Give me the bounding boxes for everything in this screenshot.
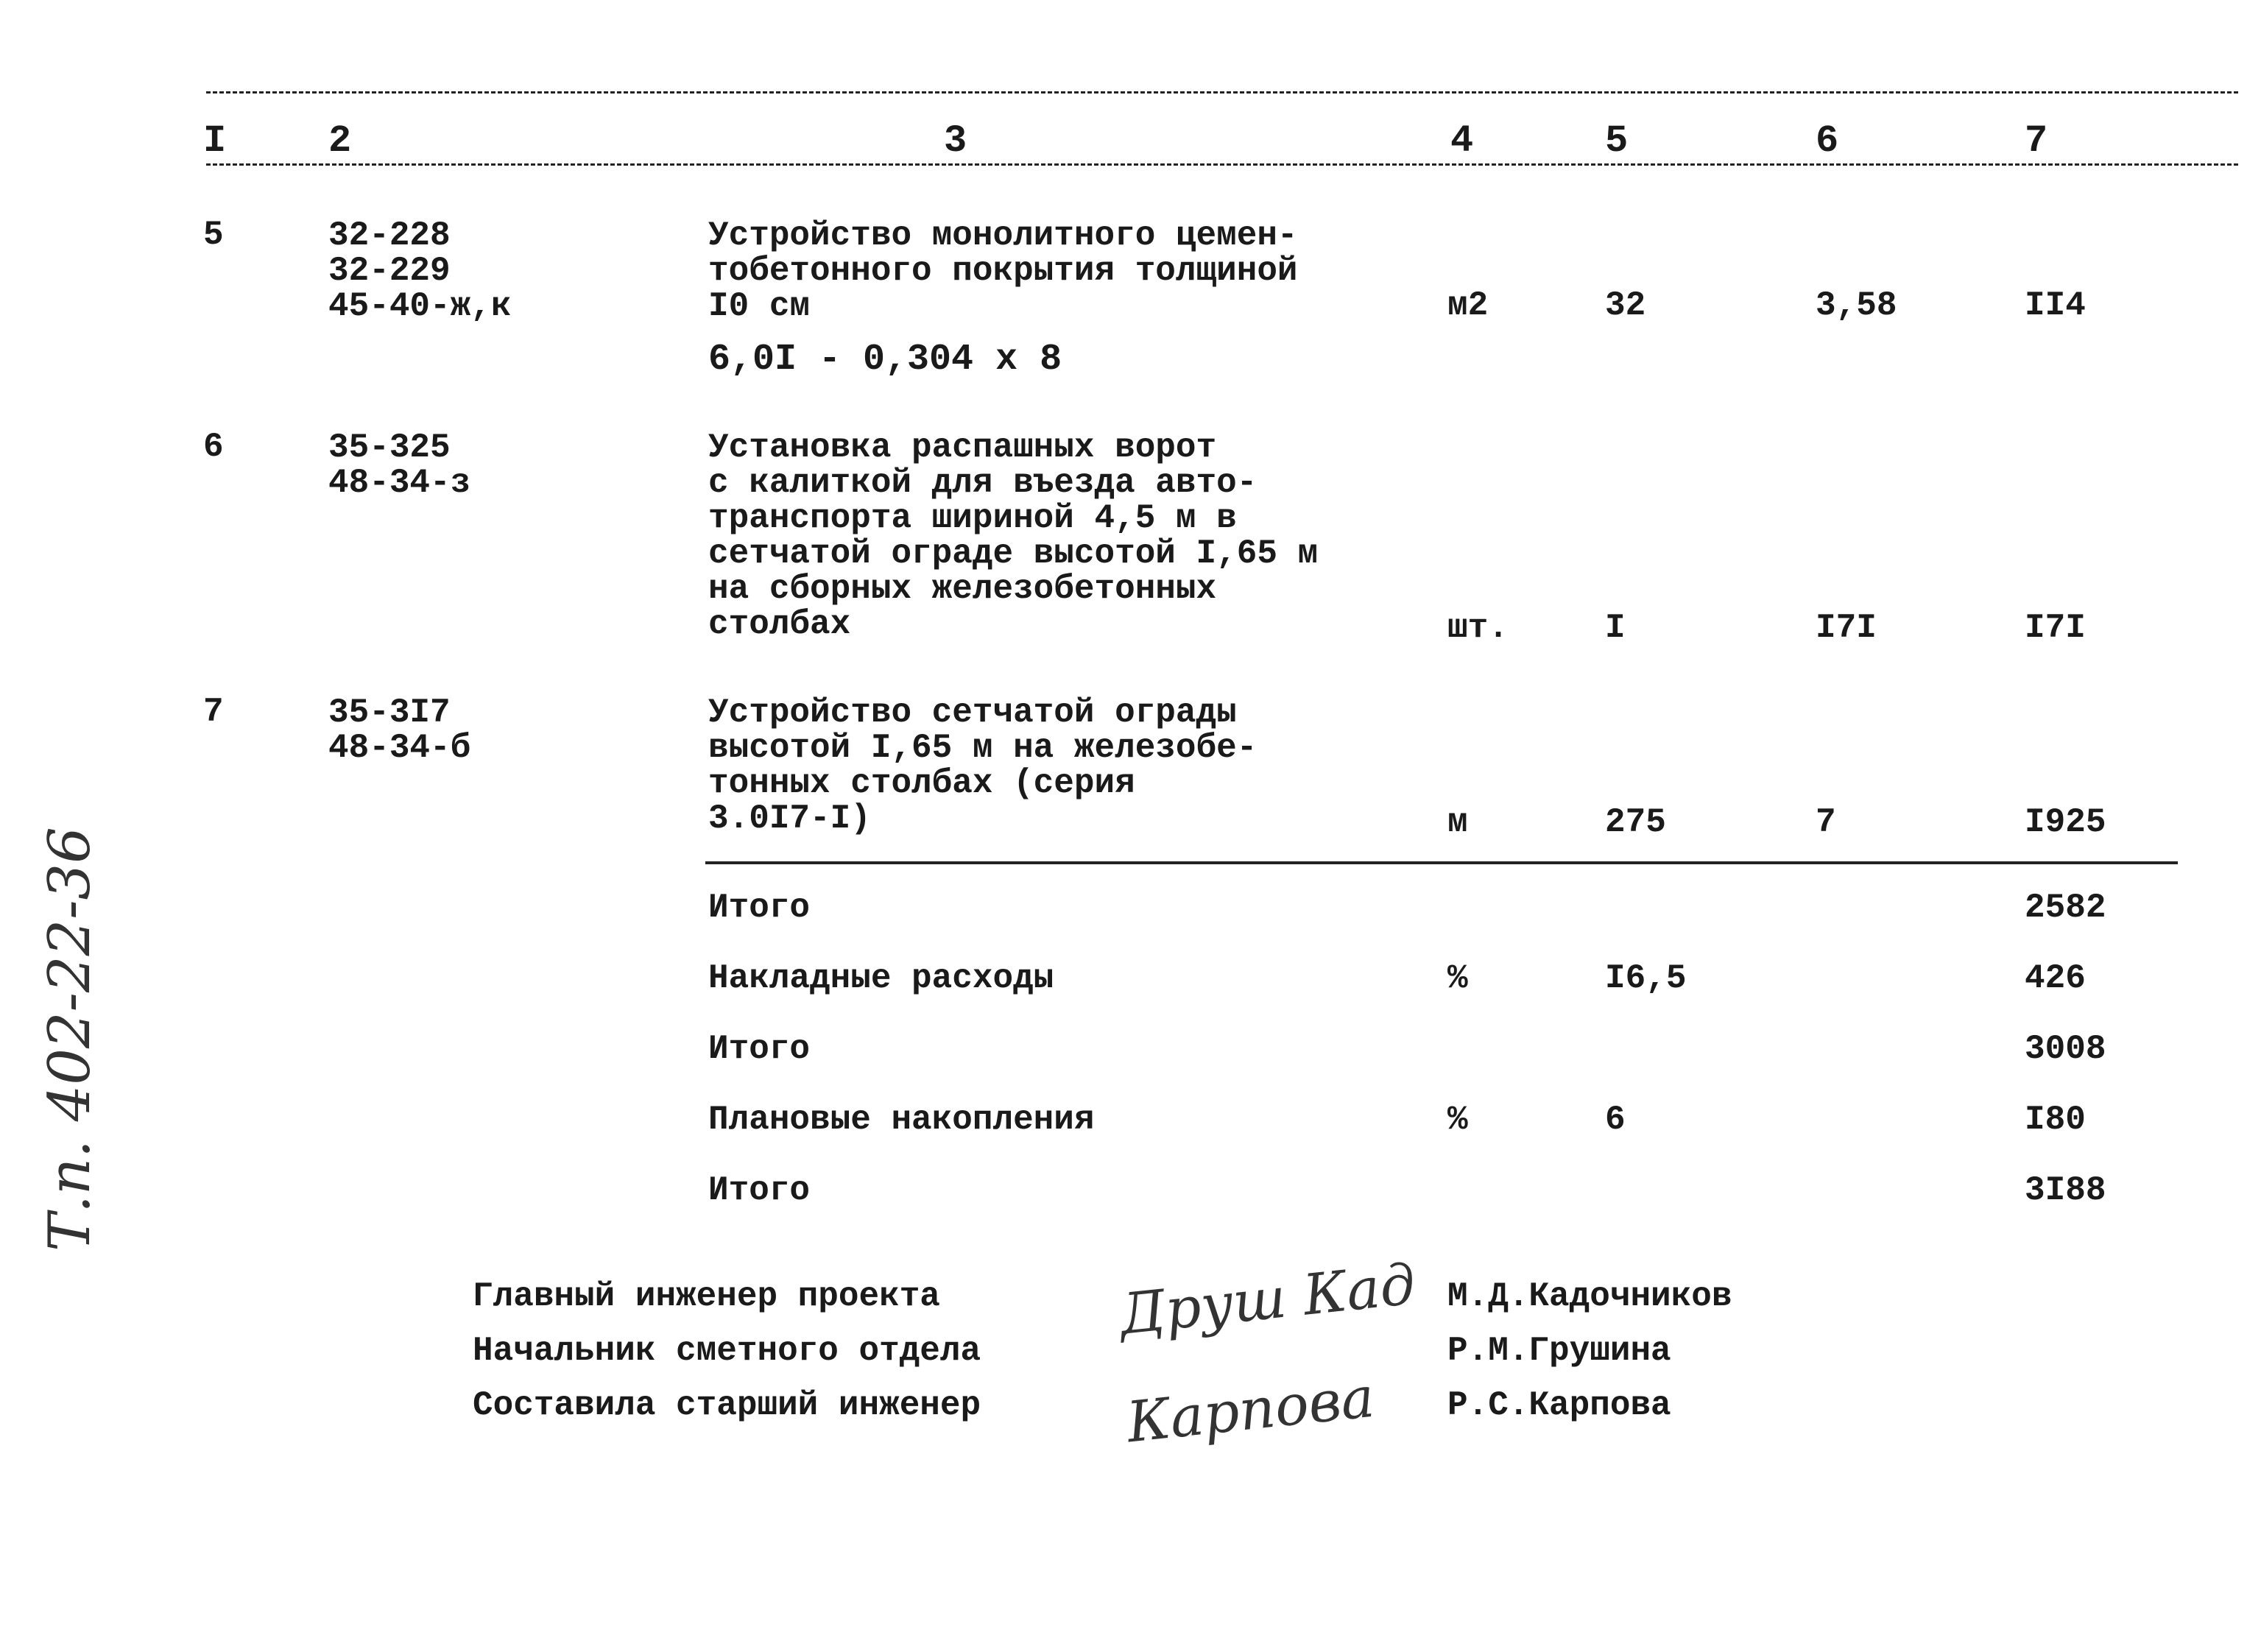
summary-unit: % xyxy=(1447,959,1468,998)
row-description-line: тобетонного покрытия толщиной xyxy=(708,252,1298,290)
col-header-4: 4 xyxy=(1450,119,1474,163)
row-number: 5 xyxy=(203,216,224,254)
summary-quantity: I6,5 xyxy=(1605,959,1687,998)
summary-unit: % xyxy=(1447,1101,1468,1139)
row-formula: 6,0I - 0,304 x 8 xyxy=(708,339,1062,381)
signature-name: Р.М.Грушина xyxy=(1447,1332,1671,1370)
row-description-line: Устройство монолитного цемен- xyxy=(708,216,1298,255)
row-code: 35-3I7 xyxy=(328,693,451,732)
row-description-line: высотой I,65 м на железобе- xyxy=(708,729,1258,767)
summary-total: 2582 xyxy=(2025,889,2106,927)
signature-role: Составила старший инженер xyxy=(473,1386,981,1425)
row-quantity: 275 xyxy=(1605,803,1666,841)
handwritten-signature: Друш Кад xyxy=(1116,1251,1419,1347)
signature-role: Начальник сметного отдела xyxy=(473,1332,981,1370)
header-rule xyxy=(206,163,2238,166)
row-price: I7I xyxy=(1816,609,1877,647)
summary-total: 3008 xyxy=(2025,1030,2106,1068)
summary-quantity: 6 xyxy=(1605,1101,1626,1139)
col-header-7: 7 xyxy=(2025,119,2048,163)
row-price: 7 xyxy=(1816,803,1836,841)
row-code: 32-228 xyxy=(328,216,451,255)
signature-name: Р.С.Карпова xyxy=(1447,1386,1671,1425)
row-description-line: с калиткой для въезда авто- xyxy=(708,464,1258,502)
row-description-line: сетчатой ограде высотой I,65 м xyxy=(708,534,1319,573)
summary-total: I80 xyxy=(2025,1101,2086,1139)
row-unit: м xyxy=(1447,803,1468,841)
top-rule xyxy=(206,91,2238,93)
row-price: 3,58 xyxy=(1816,286,1897,325)
row-description-line: тонных столбах (серия xyxy=(708,764,1135,802)
row-description-line: Установка распашных ворот xyxy=(708,428,1217,467)
summary-label: Итого xyxy=(708,1030,811,1068)
col-header-6: 6 xyxy=(1816,119,1839,163)
signature-name: М.Д.Кадочников xyxy=(1447,1277,1732,1316)
row-code: 48-34-з xyxy=(328,464,471,502)
row-description-line: Устройство сетчатой ограды xyxy=(708,693,1237,732)
col-header-2: 2 xyxy=(328,119,352,163)
summary-label: Плановые накопления xyxy=(708,1101,1095,1139)
row-description-line: на сборных железобетонных xyxy=(708,570,1217,608)
row-code: 48-34-б xyxy=(328,729,471,767)
row-description-line: столбах xyxy=(708,605,851,643)
summary-label: Итого xyxy=(708,1171,811,1210)
handwritten-signature: Карпова xyxy=(1124,1363,1378,1455)
row-description-line: 3.0I7-I) xyxy=(708,799,871,838)
row-code: 45-40-ж,к xyxy=(328,287,512,325)
summary-label: Итого xyxy=(708,889,811,927)
signature-role: Главный инженер проекта xyxy=(473,1277,940,1316)
row-total: II4 xyxy=(2025,286,2086,325)
col-header-3: 3 xyxy=(944,119,967,163)
row-unit: шт. xyxy=(1447,609,1509,647)
col-header-5: 5 xyxy=(1605,119,1629,163)
col-header-1: I xyxy=(203,119,227,163)
side-stamp: Т.п. 402-22-36 xyxy=(37,827,103,1252)
summary-label: Накладные расходы xyxy=(708,959,1054,998)
row-unit: м2 xyxy=(1447,286,1489,325)
row-number: 7 xyxy=(203,693,224,731)
summary-total: 426 xyxy=(2025,959,2086,998)
row-number: 6 xyxy=(203,428,224,466)
summary-total: 3I88 xyxy=(2025,1171,2106,1210)
row-description-line: I0 см xyxy=(708,287,811,325)
row-quantity: I xyxy=(1605,609,1626,647)
row-total: I925 xyxy=(2025,803,2106,841)
row-quantity: 32 xyxy=(1605,286,1646,325)
row-code: 32-229 xyxy=(328,252,451,290)
row-code: 35-325 xyxy=(328,428,451,467)
subtotal-rule xyxy=(705,861,2178,864)
row-description-line: транспорта шириной 4,5 м в xyxy=(708,499,1237,537)
row-total: I7I xyxy=(2025,609,2086,647)
